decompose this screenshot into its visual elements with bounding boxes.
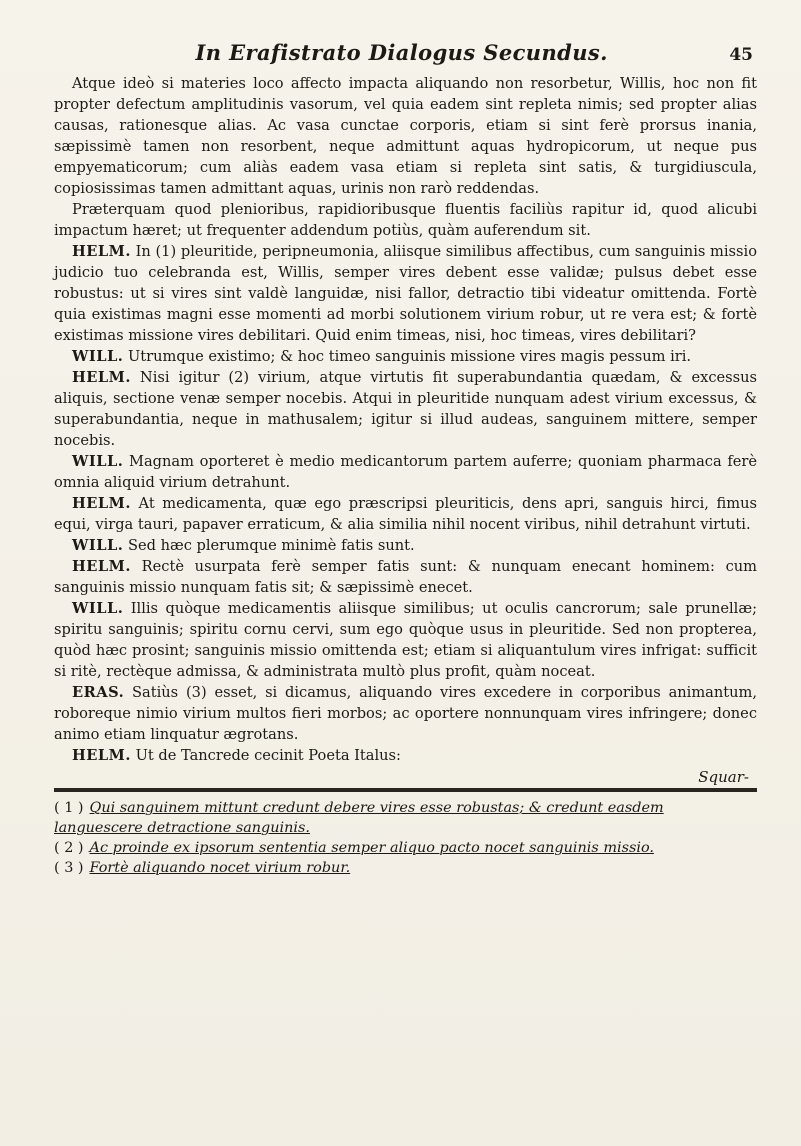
main-text	[54, 73, 757, 766]
speaker-label: ERAS.	[72, 684, 125, 701]
paragraph-text: Satiùs (3) esset, si dicamus, aliquando vires excedere in corporibus animantum, roboreque nimio virium multos fieri morbos; ac oportere nonnunquam vires infringere; donec animo etiam linquatur ægrotans.	[54, 684, 758, 743]
speaker-label: WILL.	[72, 348, 124, 365]
paragraph	[54, 745, 757, 766]
footnote-mark: ( 3 )	[54, 860, 84, 876]
paragraph-text: Magnam oporteret è medio medicantorum partem auferre; quoniam pharmaca ferè omnia aliquid virium detrahunt.	[54, 453, 757, 491]
footnote-text: Fortè aliquando nocet virium robur.	[89, 860, 351, 876]
speaker-label: HELM.	[72, 495, 131, 512]
paragraph-text: Atque ideò si materies loco affecto impacta aliquando non resorbetur, Willis, hoc non fit propter defectum amplitudinis vasorum, vel quia eadem sint repleta nimis; sed propter alias causas, rationesque alias. Ac vasa cunctae corporis, etiam si sint ferè prorsus inania, sæpissimè tamen non resorbent, neque admittunt aquas hydropicorum, ut neque pus empyematicorum; cum aliàs eadem vasa etiam si repleta sint satis, & turgidiuscula, copiosissimas tamen admittant aquas, urinis non rarò reddendas.	[54, 75, 757, 197]
footnote-mark: ( 2 )	[54, 840, 84, 856]
page-number: 45	[729, 45, 753, 65]
paragraph-text: Rectè usurpata ferè semper fatis sunt: & nunquam enecant hominem: cum sanguinis missio nunquam fatis sit; & sæpissimè enecet.	[54, 558, 757, 596]
paragraph-text: In (1) pleuritide, peripneumonia, aliisque similibus affectibus, cum sanguinis missio judicio tuo celebranda est, Willis, semper vires debent esse validæ; pulsus debet esse robustus: ut si vires sint valdè languidæ, nisi fallor, detractio tibi videatur omittenda. Fortè quia existimas magni esse momenti ad morbi solutionem virium robur, ut re vera est; & fortè existimas missione vires debilitari. Quid enim timeas, nisi, hoc timeas, vires debilitari?	[54, 243, 757, 344]
paragraph-text: Nisi igitur (2) virium, atque virtutis fit superabundantia quædam, & excessus aliquis, sectione venæ semper nocebis. Atqui in pleuritide nunquam adest virium excessus, & superabundantia, neque in mathusalem; igitur si illud audeas, sanguinem mittere, semper nocebis.	[54, 369, 758, 449]
footnote-divider	[54, 788, 757, 792]
paragraph	[54, 493, 757, 535]
paragraph-text: Sed hæc plerumque minimè fatis sunt.	[127, 537, 415, 554]
footnote-text: Qui sanguinem mittunt credunt debere vires esse robustas; & credunt easdem languescere detractione sanguinis.	[54, 800, 664, 836]
speaker-label: WILL.	[72, 600, 124, 617]
paragraph	[54, 199, 757, 241]
speaker-label: HELM.	[72, 747, 131, 764]
footnotes	[54, 798, 757, 878]
speaker-label: HELM.	[72, 243, 131, 260]
paragraph	[54, 346, 757, 367]
paragraph	[54, 73, 757, 199]
paragraph-text: Illis quòque medicamentis aliisque similibus; ut oculis cancrorum; sale prunellæ; spiritu sanguinis; spiritu cornu cervi, sum ego quòque usus in pleuritide. Sed non propterea, quòd hæc prosint; sanguinis missio omittenda est; etiam si aliquantulum vires infrigat: sufficit si ritè, rectèque admissa, & administrata multò plus profit, quàm noceat.	[54, 600, 757, 680]
paragraph	[54, 241, 757, 346]
paragraph	[54, 556, 757, 598]
footnote	[54, 858, 757, 878]
speaker-label: WILL.	[72, 537, 124, 554]
paragraph	[54, 598, 757, 682]
paragraph-text: Utrumque existimo; & hoc timeo sanguinis missione vires magis pessum iri.	[127, 348, 692, 365]
paragraph	[54, 451, 757, 493]
speaker-label: HELM.	[72, 369, 131, 386]
page-header	[54, 40, 757, 65]
footnote	[54, 798, 757, 838]
paragraph	[54, 535, 757, 556]
paragraph	[54, 367, 757, 451]
paragraph-text: Ut de Tancrede cecinit Poeta Italus:	[135, 747, 401, 764]
catchword: Squar-	[698, 768, 749, 786]
footnote-text: Ac proinde ex ipsorum sententia semper aliquo pacto nocet sanguinis missio.	[89, 840, 654, 856]
paragraph-text: Præterquam quod plenioribus, rapidioribusque fluentis faciliùs rapitur id, quod alicubi impactum hæret; ut frequenter addendum potiùs, quàm auferendum sit.	[54, 201, 757, 239]
running-title: In Erafistrato Dialogus Secundus.	[195, 40, 608, 65]
paragraph-text: At medicamenta, quæ ego præscripsi pleuriticis, dens apri, sanguis hirci, fimus equi, virga tauri, papaver erraticum, & alia similia nihil nocent viribus, nihil detrahunt virtuti.	[54, 495, 758, 533]
speaker-label: WILL.	[72, 453, 124, 470]
footnote-mark: ( 1 )	[54, 800, 84, 816]
speaker-label: HELM.	[72, 558, 131, 575]
footnote	[54, 838, 757, 858]
paragraph	[54, 682, 757, 745]
